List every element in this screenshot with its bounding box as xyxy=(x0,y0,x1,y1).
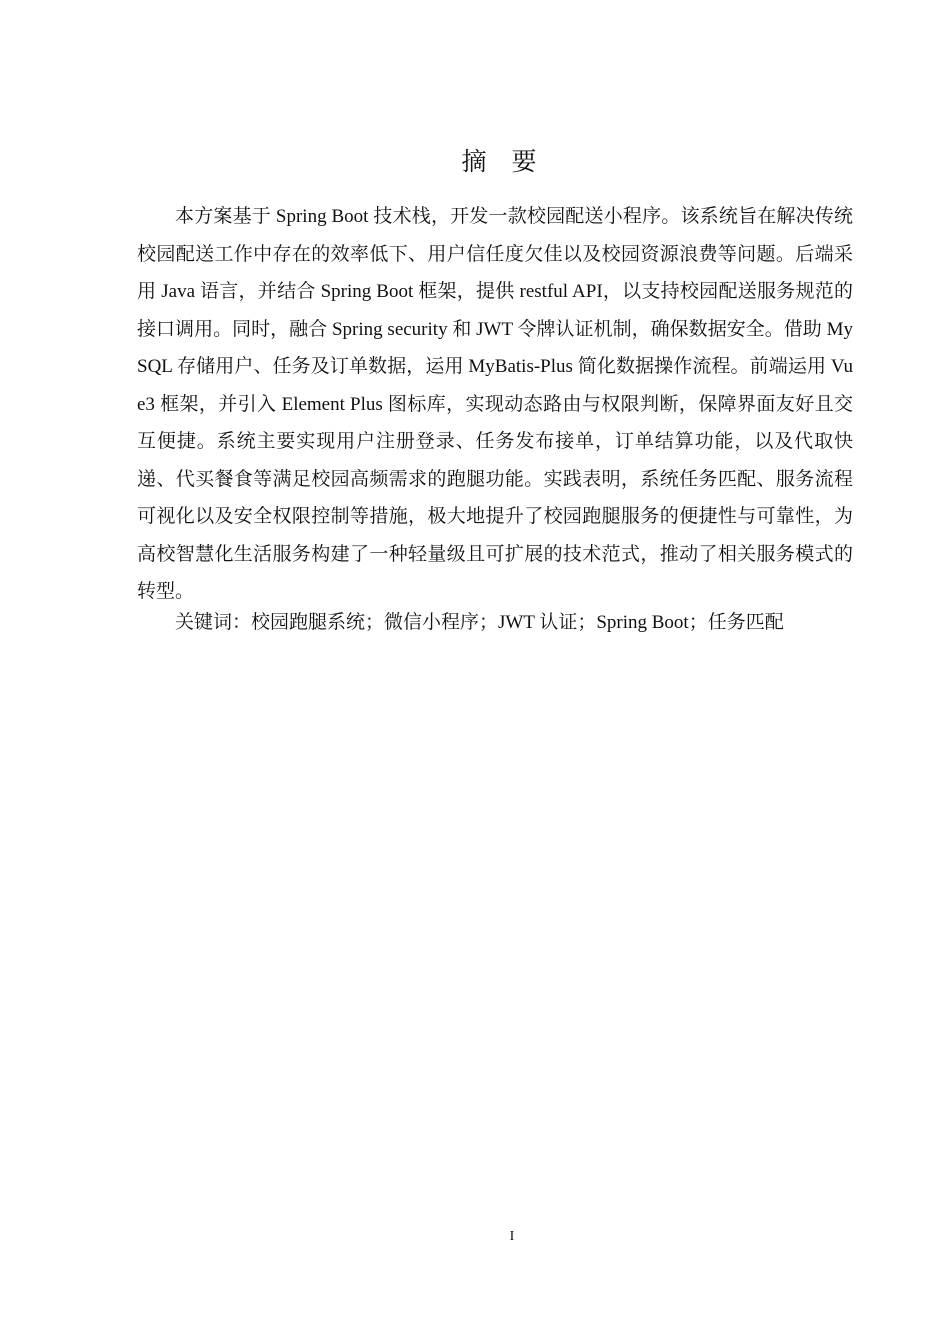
abstract-title: 摘 要 xyxy=(461,149,537,176)
page-number: I xyxy=(509,1229,515,1244)
abstract-paragraph: 本方案基于 Spring Boot 技术栈，开发一款校园配送小程序。该系统旨在解决传统校园配送工作中存在的效率低下、用户信任度欠佳以及校园资源浪费等问题。后端采用 Java 语言，并结合 Spring Boot 框架，提供 restful API，以支持校园配送服务规范的接口调用。同时，融合 Spring security 和 JWT 令牌认证机制，确保数据安全。借助 MySQL 存储用户、任务及订单数据，运用 MyBatis-Plus 简化数据操作流程。前端运用 Vue3 框架，并引入 Element Plus 图标库，实现动态路由与权限判断，保障界面友好且交互便捷。系统主要实现用户注册登录、任务发布接单，订单结算功能，以及代取快递、代买餐食等满足校园高频需求的跑腿功能。实践表明，系统任务匹配、服务流程可视化以及安全权限控制等措施，极大地提升了校园跑腿服务的便捷性与可靠性，为高校智慧化生活服务构建了一种轻量级且可扩展的技术范式，推动了相关服务模式的转型。 xyxy=(137,206,853,602)
keywords-line: 关键词：校园跑腿系统；微信小程序；JWT 认证；Spring Boot；任务匹配 xyxy=(175,612,784,633)
